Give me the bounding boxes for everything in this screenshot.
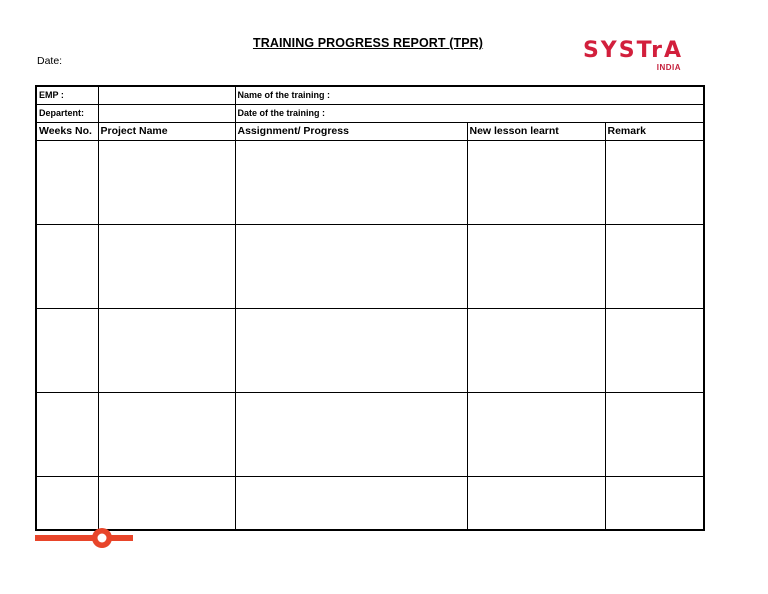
table-cell[interactable] — [36, 140, 98, 224]
table-cell[interactable] — [467, 392, 605, 476]
table-row — [36, 140, 704, 224]
systra-logo — [578, 38, 688, 74]
table-cell[interactable] — [98, 140, 235, 224]
report-title: TRAINING PROGRESS REPORT (TPR) — [252, 36, 484, 50]
table-cell[interactable] — [467, 140, 605, 224]
table-cell[interactable] — [605, 476, 704, 530]
table-cell[interactable] — [36, 476, 98, 530]
department-label: Departent: — [36, 104, 98, 122]
table-cell[interactable] — [467, 224, 605, 308]
emp-field[interactable] — [98, 86, 235, 104]
table-cell[interactable] — [36, 392, 98, 476]
table-row — [36, 476, 704, 530]
table-row — [36, 392, 704, 476]
table-cell[interactable] — [605, 140, 704, 224]
table-cell[interactable] — [605, 392, 704, 476]
department-field[interactable] — [98, 104, 235, 122]
column-header: New lesson learnt — [467, 122, 605, 140]
table-row — [36, 224, 704, 308]
table-cell[interactable] — [98, 392, 235, 476]
logo-subtitle: INDIA — [656, 63, 681, 72]
table-cell[interactable] — [467, 476, 605, 530]
table-cell[interactable] — [36, 308, 98, 392]
table-cell[interactable] — [467, 308, 605, 392]
emp-row — [36, 86, 704, 104]
report-table — [35, 85, 705, 531]
department-row — [36, 104, 704, 122]
table-cell[interactable] — [605, 224, 704, 308]
table-cell[interactable] — [235, 476, 467, 530]
training-date-label[interactable]: Date of the training : — [235, 104, 704, 122]
date-label: Date: — [37, 55, 63, 67]
column-header: Project Name — [98, 122, 235, 140]
table-cell[interactable] — [605, 308, 704, 392]
emp-label: EMP : — [36, 86, 98, 104]
column-header: Remark — [605, 122, 704, 140]
column-header: Assignment/ Progress — [235, 122, 467, 140]
table-cell[interactable] — [98, 224, 235, 308]
track-circle-hole — [98, 534, 107, 543]
track-bar — [35, 535, 133, 541]
track-circle-icon — [35, 526, 135, 556]
table-cell[interactable] — [235, 308, 467, 392]
table-header-row — [36, 122, 704, 140]
table-row — [36, 308, 704, 392]
table-cell[interactable] — [235, 224, 467, 308]
table-cell[interactable] — [36, 224, 98, 308]
table-cell[interactable] — [98, 476, 235, 530]
table-cell[interactable] — [235, 140, 467, 224]
training-name-label[interactable]: Name of the training : — [235, 86, 704, 104]
table-cell[interactable] — [98, 308, 235, 392]
column-header: Weeks No. — [36, 122, 98, 140]
logo-wordmark: SYSTrA — [582, 38, 684, 63]
table-cell[interactable] — [235, 392, 467, 476]
